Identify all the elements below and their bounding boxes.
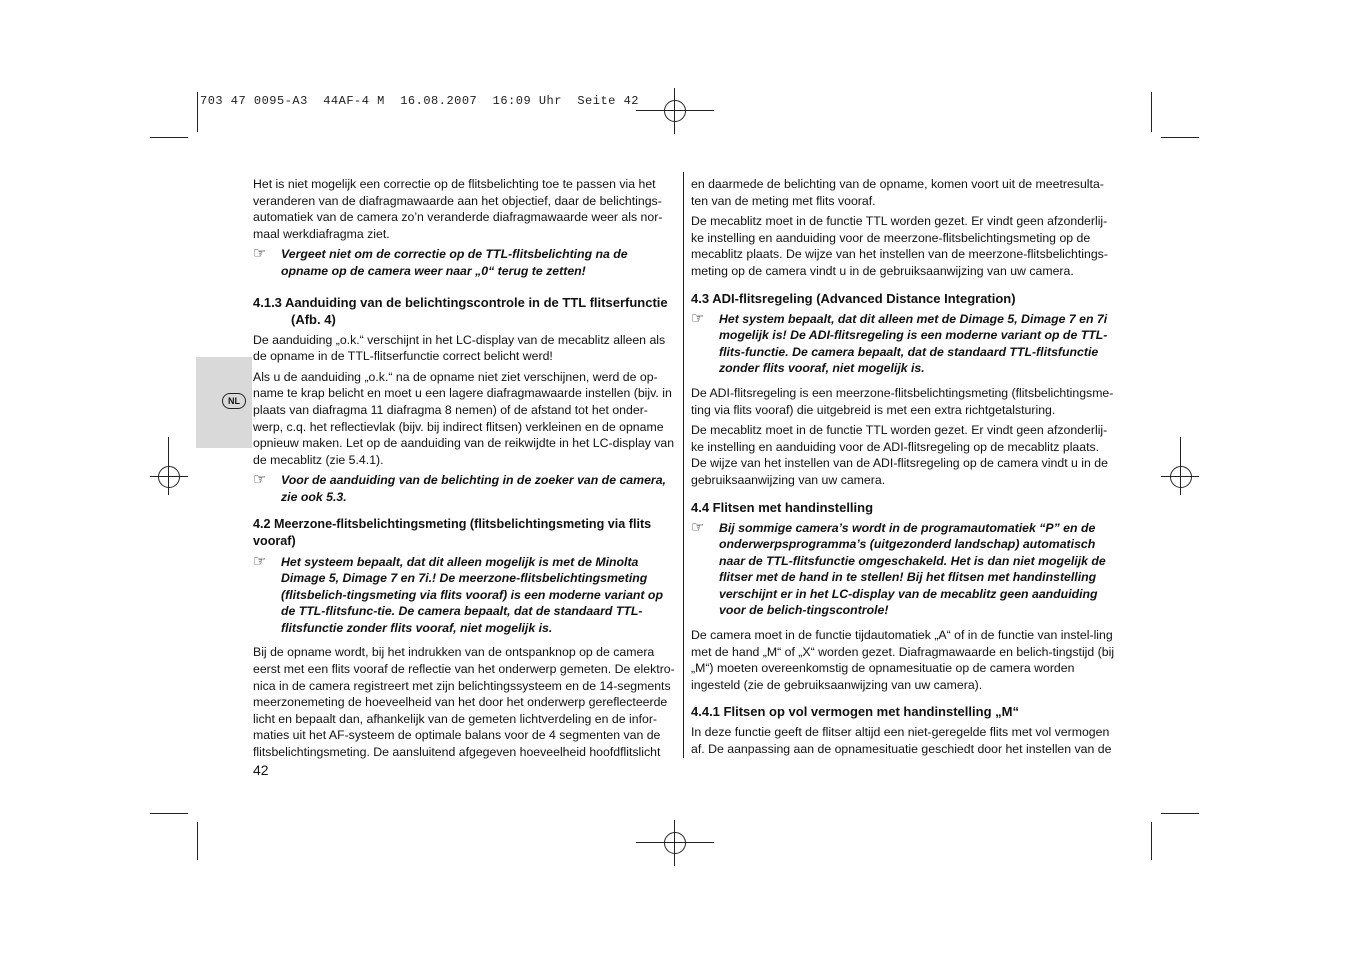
section-heading: 4.4 Flitsen met handinstelling	[691, 499, 874, 515]
note	[253, 554, 677, 637]
page-number: 42	[253, 762, 269, 778]
crop-mark	[1151, 822, 1152, 860]
section-heading: 4.3 ADI-flitsregeling (Advanced Distance Integration)	[691, 290, 1016, 306]
note-text: Vergeet niet om de correctie op de TTL-flitsbelichting na de opname op de camera weer naar „0“ terug te zetten!	[281, 247, 628, 278]
heading-text-continued: (Afb. 4)	[291, 311, 336, 327]
note	[253, 472, 677, 505]
paragraph: De mecablitz moet in de functie TTL worden gezet. Er vindt geen afzonderlij-ke instelling en aanduiding voor de meerzone-flitsbelichtingsmeting op de mecablitz plaats. De wijze van het instellen van de meerzone-flitsbelichtings-meting op de camera vindt u in de gebruiksaanwijzing van uw camera.	[691, 214, 1108, 278]
crop-mark	[197, 822, 198, 860]
pointing-hand-icon: ☞	[691, 518, 705, 536]
section-heading: 4.2 Meerzone-flitsbelichtingsmeting (flitsbelichtingsmeting via flits vooraf)	[253, 516, 652, 548]
note	[691, 311, 1116, 377]
crop-mark	[150, 137, 188, 138]
crop-mark	[1161, 137, 1199, 138]
heading-text: 4.1.3 Aanduiding van de belichtingscontrole in de TTL flitserfunctie	[253, 294, 668, 310]
crop-mark	[150, 813, 188, 814]
paragraph: In deze functie geeft de flitser altijd een niet-geregelde flits met vol vermogen af. De aanpassing aan de opnamesituatie geschiedt door het instellen van de	[691, 725, 1112, 757]
crop-mark	[197, 92, 198, 132]
crop-mark	[1161, 813, 1199, 814]
note-text: Het systeem bepaalt, dat dit alleen mogelijk is met de Minolta Dimage 5, Dimage 7 en 7i.! De meerzone-flitsbelichtingsmeting (flitsbelich-tingsmeting via flits vooraf) is een moderne variant op de TTL-flitsfunc-tie. De camera bepaalt, dat de standaard TTL-flitsfunctie zonder flits vooraf, niet mogelijk is.	[281, 554, 663, 635]
note	[253, 246, 677, 279]
paragraph: en daarmede de belichting van de opname, komen voort uit de meetresulta-ten van de meting met flits vooraf.	[691, 177, 1104, 208]
paragraph: De camera moet in de functie tijdautomatiek „A“ of in de functie van instel-ling met de hand „M“ of „X“ worden gezet. Diafragmawaarde en belich-tingstijd (bij „M“) moeten overeenkomstig de opnamesituatie op de camera worden ingesteld (zie de gebruiksaanwijzing van uw camera).	[691, 628, 1115, 692]
paragraph: De ADI-flitsregeling is een meerzone-flitsbelichtingsmeting (flitsbelichtingsme-ting via flits vooraf) die uitgebreid is met een extra richtgetalsturing.	[691, 385, 1114, 417]
crop-mark	[1151, 92, 1152, 132]
note-text: Het system bepaalt, dat dit alleen met de Dimage 5, Dimage 7 en 7i mogelijk is! De ADI-flitsregeling is een moderne variant op de TTL-flits-functie. De camera bepaalt, dat de standaard TTL-flitsfunctie zonder flits vooraf, niet mogelijk is.	[719, 311, 1108, 376]
section-heading	[253, 294, 677, 328]
pointing-hand-icon: ☞	[253, 245, 267, 263]
paragraph: Als u de aanduiding „o.k.“ na de opname niet ziet verschijnen, werd de op-name te krap belicht en moet u een lagere diafragmawaarde instellen (bijv. in plaats van diafragma 11 diafragma 8 nemen) of de afstand tot het onder-werp, c.q. het reflectievlak (bijv. bij indirect flitsen) verkleinen en de opname opnieuw maken. Let op de aanduiding van de reikwijdte in het LC-display van de mecablitz (zie 5.4.1).	[253, 369, 675, 467]
pointing-hand-icon: ☞	[691, 309, 705, 327]
paragraph: De mecablitz moet in de functie TTL worden gezet. Er vindt geen afzonderlij-ke instelling en aanduiding voor de ADI-flitsregeling op de mecablitz plaats. De wijze van het instellen van de ADI-flitsregeling op de camera vindt u in de gebruiksaanwijzing van uw camera.	[691, 423, 1108, 487]
note	[691, 520, 1116, 620]
language-badge: NL	[222, 393, 246, 409]
right-column	[691, 176, 1116, 762]
pointing-hand-icon: ☞	[253, 471, 267, 489]
paragraph: Het is niet mogelijk een correctie op de flitsbelichting toe te passen via het veranderen van de diafragmawaarde aan het objectief, daar de belichtings-automatiek van de camera zo’n veranderde diafragmawaarde weer als nor-maal werkdiafragma ziet.	[253, 177, 663, 241]
left-column	[253, 176, 677, 765]
column-divider	[683, 172, 684, 758]
note-text: Voor de aanduiding van de belichting in de zoeker van de camera, zie ook 5.3.	[281, 473, 666, 504]
printer-slug: 703 47 0095-A3 44AF-4 M 16.08.2007 16:09 Uhr Seite 42	[200, 94, 639, 108]
section-heading: 4.4.1 Flitsen op vol vermogen met handinstelling „M“	[691, 704, 1019, 720]
pointing-hand-icon: ☞	[253, 552, 267, 570]
paragraph: Bij de opname wordt, bij het indrukken van de ontspanknop op de camera eerst met een flits vooraf de reflectie van het onderwerp gemeten. De elektro-nica in de camera registreert met zijn belichtingssysteem en de 14-segments meerzonemeting de hoeveelheid van het door het onderwerp gereflecteerde licht en bepaalt dan, afhankelijk van de gemeten lichtverdeling en de infor-maties uit het AF-systeem de optimale balans voor de 4 segmenten van de flitsbelichtingsmeting. De aansluitend afgegeven hoeveelheid hoofdflitslicht	[253, 645, 675, 760]
note-text: Bij sommige camera’s wordt in de programautomatiek “P” en de onderwerpsprogramma’s (uitgezonderd landschap) automatisch naar de TTL-flitsfunctie omgeschakeld. Het is dan niet mogelijk de flitser met de hand in te stellen! Bij het flitsen met handinstelling verschijnt er in het LC-display van de mecablitz geen aanduiding voor de belich-tingscontrole!	[719, 520, 1106, 618]
paragraph: De aanduiding „o.k.“ verschijnt in het LC-display van de mecablitz alleen als de opname in de TTL-flitserfunctie correct belicht werd!	[253, 332, 666, 364]
